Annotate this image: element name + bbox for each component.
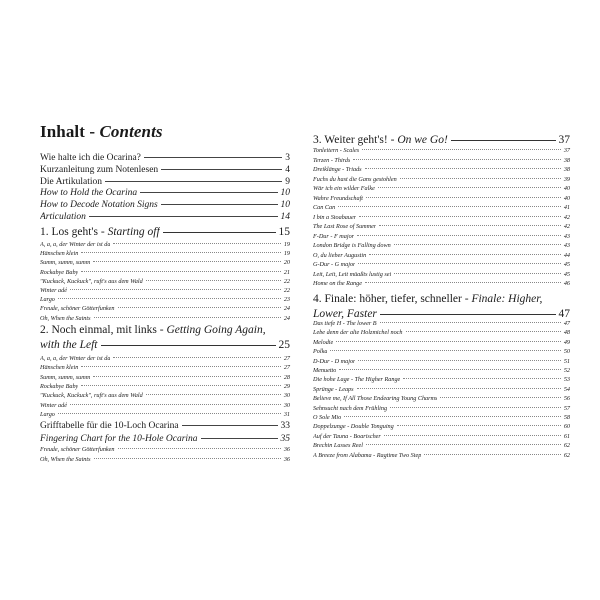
entry-title: Tonleitern - Scales [313,147,360,154]
entry-title: Hänschen klein [40,364,79,372]
song-entry[interactable] [313,395,570,402]
dot-leader [369,254,561,255]
section-heading[interactable] [313,134,570,146]
entry-title: Oh, When the Saints [40,455,91,463]
page-number: 3 [285,153,290,163]
page-number: 27 [283,355,290,362]
page-number: 56 [563,395,570,403]
song-entry[interactable] [313,233,570,240]
song-entry[interactable] [40,269,290,276]
song-entry[interactable] [40,287,290,294]
dot-leader [397,425,561,426]
page-number: 28 [283,373,290,381]
entry-title: Largo [40,410,55,418]
page-number: 30 [283,392,290,400]
dot-leader [366,197,561,198]
entry-title: Freude, schöner Götterfunken [40,446,115,453]
entry-title: Hänschen klein [40,250,79,258]
entry-title: Fingering Chart for the 10-Hole Ocarina [40,433,198,444]
page-number: 52 [563,367,570,374]
page-number: 51 [563,357,570,365]
song-entry[interactable] [313,376,570,383]
dot-leader [81,385,281,386]
page-number: 44 [563,251,570,259]
page-number: 25 [278,339,290,351]
entry-title: Grifftabelle für die 10-Loch Ocarina [40,421,179,431]
song-entry[interactable] [40,305,290,312]
entry-title: London Bridge is Falling down [313,242,391,249]
dot-leader [163,232,276,233]
page-number: 19 [283,241,290,248]
entry-title: Lebe denn der alte Holzmichel noch [313,329,403,337]
page-number: 40 [563,194,570,202]
entry-title: Oh, When the Saints [40,314,91,322]
page-number: 45 [563,261,570,268]
page-number: 15 [278,226,290,238]
entry-title: Das tiefe H - The lower B [313,320,377,327]
dot-leader [94,458,281,459]
page-number: 42 [563,213,570,221]
song-entry[interactable] [313,386,570,393]
page-number: 43 [563,232,570,240]
entry-title: "Kuckuck, Kuckuck", ruft's aus dem Wald [40,392,143,400]
entry-title: Home on the Range [313,280,362,287]
song-entry[interactable] [40,315,290,322]
section-title-en-cont: Lower, Faster [313,308,377,320]
dot-leader [357,388,561,389]
section-title-de: 2. Noch einmal, mit links [40,324,157,336]
page-number: 57 [563,404,570,412]
dot-leader [365,168,561,169]
song-entry[interactable] [40,259,290,266]
song-entry[interactable] [313,414,570,421]
dot-leader [380,322,561,323]
section-title-en: Starting off [107,226,160,238]
song-entry[interactable] [40,374,290,381]
dot-leader [81,271,281,272]
entry-title: The Last Rose of Summer [313,223,377,230]
entry-title: Sehnsucht nach dem Frühling [313,404,388,412]
entry-title: Doppelzunge - Double Tonguing [313,423,394,431]
song-entry[interactable] [313,157,570,164]
dot-leader [118,448,281,449]
page-number: 38 [563,166,570,173]
dot-leader [161,204,278,205]
entry-title: How to Decode Notation Signs [40,200,158,211]
song-entry[interactable] [313,185,570,192]
section-heading[interactable] [40,226,290,238]
dot-leader [144,157,282,158]
song-entry[interactable] [40,241,290,248]
dot-leader [182,425,278,426]
page-number: 42 [563,223,570,230]
entry-title: Leit, Leit, Leit müaßts lustig sei [313,270,392,278]
dot-leader [365,282,561,283]
song-entry[interactable] [313,204,570,211]
section-title-sep: - [387,134,398,146]
entry-title: "Kuckuck, Kuckuck", ruft's aus dem Wald [40,277,143,285]
entry-title: Freude, schöner Götterfunken [40,305,115,313]
entry-title: Wahre Freundschaft [313,194,364,202]
song-entry[interactable] [313,423,570,430]
entry-title: Die Artikulation [40,176,103,187]
dot-leader [390,407,561,408]
song-entry[interactable] [40,411,290,418]
page-number: 36 [283,446,290,453]
song-entry[interactable] [313,166,570,173]
dot-leader [400,178,561,179]
dot-leader [339,369,560,370]
song-entry[interactable] [313,280,570,287]
page-number: 19 [283,250,290,258]
title-en: Contents [99,122,163,141]
entry-title: Fuchs du hast die Gans gestohlen [313,175,397,183]
toc-entry[interactable] [40,188,290,198]
song-entry[interactable] [313,271,570,278]
page-number: 60 [563,423,570,431]
dot-leader [146,394,281,395]
page-number: 24 [283,305,290,313]
dot-leader [440,397,560,398]
dot-leader [362,149,561,150]
page-number: 38 [563,156,570,164]
page-number: 9 [285,176,290,187]
page-number: 29 [283,382,290,390]
entry-title: Winter adé [40,401,67,409]
toc-entry[interactable] [40,212,290,222]
song-entry[interactable] [313,442,570,449]
entry-title: Wär ich ein wilder Falke [313,185,375,192]
section-heading[interactable] [40,323,290,353]
section-title-en-cont: with the Left [40,339,98,351]
page-number: 53 [563,376,570,384]
section-title [40,226,160,238]
section-title-en: Finale: Higher, [471,293,543,305]
song-entry[interactable] [313,367,570,374]
entry-title: Polka [313,348,328,356]
dot-leader [394,244,561,245]
dot-leader [93,261,281,262]
song-entry[interactable] [40,446,290,453]
entry-title: Believe me, If All Those Endearing Young Charms [313,395,438,403]
toc-entry[interactable] [40,153,290,163]
song-entry[interactable] [313,252,570,259]
dot-leader [113,357,280,358]
song-entry[interactable] [40,278,290,285]
page-number: 49 [563,338,570,346]
entry-title: Dreiklänge - Triads [313,166,362,173]
entry-title: Sprünge - Leaps [313,385,354,393]
dot-leader [358,263,560,264]
page-number: 30 [283,401,290,409]
song-entry[interactable] [313,433,570,440]
song-entry[interactable] [313,147,570,154]
page-number: 43 [563,242,570,249]
dot-leader [58,298,281,299]
dot-leader [394,273,561,274]
page-number: 39 [563,175,570,183]
page-number: 24 [283,314,290,322]
song-entry[interactable] [313,214,570,221]
page-number: 10 [280,188,290,199]
section-title-sep: - [156,324,167,336]
page-number: 35 [280,433,290,444]
dot-leader [358,360,560,361]
entry-title: Rockabye Baby [40,382,79,390]
dot-leader [451,140,556,141]
song-entry[interactable] [313,329,570,336]
section-heading[interactable] [313,292,570,322]
song-entry[interactable] [313,348,570,355]
dot-leader [81,366,280,367]
section-title-en: On we Go! [397,134,448,146]
dot-leader [380,314,556,315]
entry-title: Summ, summ, summ [40,373,91,381]
entry-title: Terzen - Thirds [313,156,351,164]
toc-entry[interactable] [40,421,290,431]
song-entry[interactable] [313,358,570,365]
page-number: 23 [283,296,290,304]
dot-leader [379,225,561,226]
song-entry[interactable] [313,176,570,183]
entry-title: Kurzanleitung zum Notenlesen [40,164,159,175]
dot-leader [330,350,560,351]
page-number: 46 [563,280,570,287]
page-number: 47 [563,320,570,327]
page-number: 22 [283,287,290,294]
page-number: 31 [283,410,290,418]
page-number: 37 [558,134,570,146]
page-number: 21 [283,268,290,276]
song-entry[interactable] [313,320,570,327]
toc-entry[interactable] [40,200,290,210]
dot-leader [146,280,281,281]
toc-entry[interactable] [40,177,290,187]
song-entry[interactable] [40,364,290,371]
section-title-en: Getting Going Again, [166,324,266,336]
toc-entry[interactable] [40,165,290,175]
dot-leader [384,435,561,436]
dot-leader [357,235,561,236]
entry-title: I bin a Stoabauer [313,213,357,221]
page-number: 36 [283,455,290,463]
title-de: Inhalt [40,122,86,141]
song-entry[interactable] [313,242,570,249]
page-title [40,122,163,142]
entry-title: O Sole Mio [313,414,342,421]
section-title-line1 [313,292,570,307]
entry-title: Rockabye Baby [40,268,79,276]
entry-title: Menuetto [313,367,337,374]
dot-leader [366,444,561,445]
page-number: 22 [283,277,290,285]
page-number: 45 [563,270,570,278]
entry-title: Can Can [313,204,336,211]
entry-title: Articulation [40,212,86,222]
dot-leader [93,376,281,377]
dot-leader [58,413,281,414]
song-entry[interactable] [40,355,290,362]
entry-title: O, du lieber Augustin [313,251,367,259]
dot-leader [403,378,561,379]
song-entry[interactable] [40,392,290,399]
page-number: 37 [563,147,570,154]
song-entry[interactable] [313,405,570,412]
section-title-line2 [40,338,290,353]
dot-leader [101,345,276,346]
entry-title: Wie halte ich die Ocarina? [40,153,141,163]
section-title-de: 3. Weiter geht's! [313,134,388,146]
song-entry[interactable] [313,452,570,459]
entry-title: G-Dur - G major [313,261,356,268]
page-number: 48 [563,329,570,337]
page-number: 58 [563,414,570,421]
dot-leader [344,416,561,417]
dot-leader [89,216,278,217]
song-entry[interactable] [40,296,290,303]
dot-leader [140,192,277,193]
song-entry[interactable] [40,250,290,257]
dot-leader [113,243,280,244]
section-title [313,134,448,146]
song-entry[interactable] [313,195,570,202]
entry-title: Summ, summ, summ [40,259,91,267]
entry-title: How to Hold the Ocarina [40,188,138,199]
page-number: 61 [563,432,570,440]
page-number: 62 [563,451,570,459]
entry-title: Melodie [313,338,334,346]
page-number: 50 [563,348,570,356]
entry-title: A Breeze from Alabama - Ragtime Two Step [313,451,422,459]
song-entry[interactable] [313,223,570,230]
page-number: 10 [280,200,290,211]
dot-leader [105,181,282,182]
dot-leader [338,206,561,207]
dot-leader [424,454,560,455]
song-entry[interactable] [313,261,570,268]
entry-title: A, a, a, der Winter der ist da [40,241,111,248]
dot-leader [94,317,281,318]
page-number: 14 [280,212,290,222]
dot-leader [406,331,561,332]
section-title-de: 1. Los geht's [40,226,98,238]
song-entry[interactable] [40,402,290,409]
dot-leader [81,252,280,253]
entry-title: Die hohe Lage - The Higher Range [313,376,401,384]
song-entry[interactable] [313,339,570,346]
dot-leader [70,289,281,290]
page-number: 40 [563,185,570,192]
dot-leader [353,159,560,160]
page-number: 4 [285,164,290,175]
dot-leader [161,169,282,170]
dot-leader [359,216,561,217]
entry-title: Brechin Lasses Reel [313,442,363,450]
entry-title: Largo [40,296,55,304]
dot-leader [118,307,281,308]
song-entry[interactable] [40,383,290,390]
entry-title: D-Dur - D major [313,357,356,365]
page-number: 41 [563,204,570,211]
dot-leader [378,187,561,188]
entry-title: Auf der Tauna - Boarischer [313,432,381,440]
entry-title: F-Dur - F major [313,232,355,240]
dot-leader [201,438,278,439]
song-entry[interactable] [40,456,290,463]
page-number: 62 [563,442,570,450]
entry-title: Winter adé [40,287,67,294]
page-number: 54 [563,385,570,393]
section-title-sep: - [461,293,472,305]
section-title-sep: - [97,226,108,238]
page-number: 47 [558,308,570,320]
dot-leader [336,341,561,342]
dot-leader [70,404,281,405]
section-title-de: 4. Finale: höher, tiefer, schneller [313,293,462,305]
toc-entry[interactable] [40,434,290,444]
page-number: 33 [280,421,290,431]
title-separator: - [85,122,100,141]
page-number: 20 [283,259,290,267]
entry-title: A, a, a, der Winter der ist da [40,355,111,362]
section-title-line1 [40,323,290,338]
page-number: 27 [283,364,290,372]
